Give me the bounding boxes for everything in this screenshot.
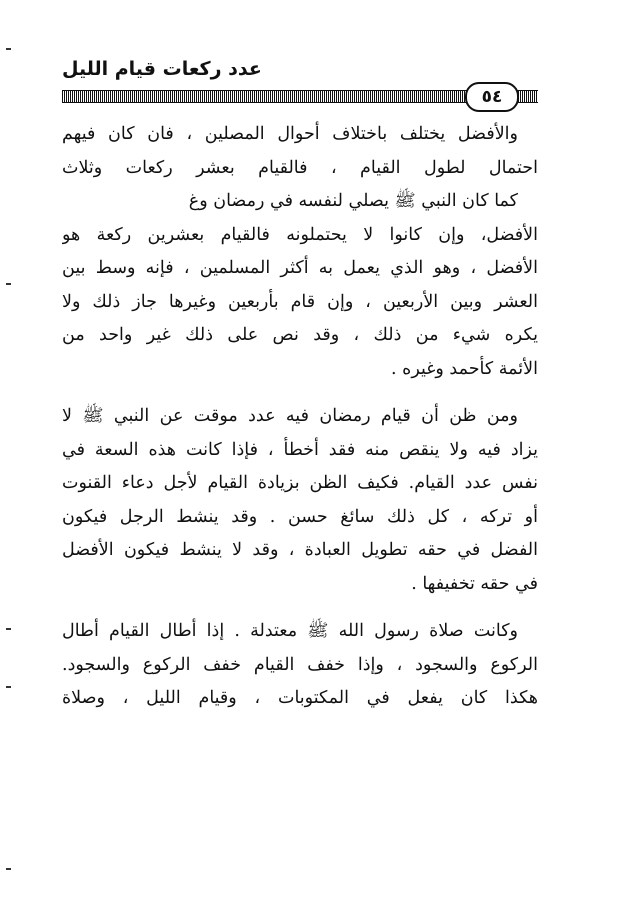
- text-line: والأفضل يختلف باختلاف أحوال المصلين ، فان كان فيهم: [62, 124, 518, 144]
- scan-margin-mark: [6, 628, 11, 630]
- text-line: يكره شيء من ذلك ، وقد نص على ذلك غير واحد من: [62, 325, 538, 345]
- running-header-title: عدد ركعات قيام الليل: [62, 58, 262, 80]
- text-line: الأفضل، وإن كانوا لا يحتملونه فالقيام بعشرين ركعة هو: [62, 224, 538, 245]
- text-line: هكذا كان يفعل في المكتوبات ، وقيام الليل ، وصلاة: [62, 688, 538, 708]
- paragraph-3: [62, 615, 538, 716]
- page-body: [62, 118, 538, 730]
- text-line: ومن ظن أن قيام رمضان فيه عدد موقت عن النبي ﷺ لا: [62, 406, 518, 426]
- text-line: احتمال لطول القيام ، فالقيام بعشر ركعات وثلاث: [62, 157, 538, 178]
- text-line: العشر وبين الأربعين ، وإن قام بأربعين وغيرها جاز ذلك ولا: [62, 291, 538, 312]
- paragraph-2: [62, 400, 538, 601]
- scan-margin-mark: [6, 48, 11, 50]
- text-line: الأفضل ، وهو الذي يعمل به أكثر المسلمين ، فإنه وسط بين: [62, 258, 538, 278]
- text-line: كما كان النبي ﷺ يصلي لنفسه في رمضان وغ: [188, 191, 518, 211]
- text-line: في حقه تخفيفها .: [411, 573, 538, 594]
- text-line: نفس عدد القيام. فكيف الظن بزيادة القيام لأجل دعاء القنوت: [62, 473, 538, 493]
- text-line: يزاد فيه ولا ينقص منه فقد أخطأ ، فإذا كانت هذه السعة في: [62, 439, 538, 460]
- paragraph-1: [62, 118, 538, 386]
- scan-margin-mark: [6, 686, 11, 688]
- text-line: وكانت صلاة رسول الله ﷺ معتدلة . إذا أطال القيام أطال: [62, 621, 518, 641]
- text-line: الفضل في حقه تطويل العبادة ، وقد لا ينشط فيكون الأفضل: [62, 540, 538, 560]
- text-line: الأئمة كأحمد وغيره .: [391, 358, 538, 379]
- scan-margin-mark: [6, 283, 11, 285]
- text-line: أو تركه ، كل ذلك سائغ حسن . وقد ينشط الرجل فيكون: [62, 506, 538, 527]
- scan-margin-mark: [6, 868, 11, 870]
- page-number: ٥٤: [465, 82, 519, 112]
- text-line: الركوع والسجود ، وإذا خفف القيام خفف الركوع والسجود.: [62, 654, 538, 675]
